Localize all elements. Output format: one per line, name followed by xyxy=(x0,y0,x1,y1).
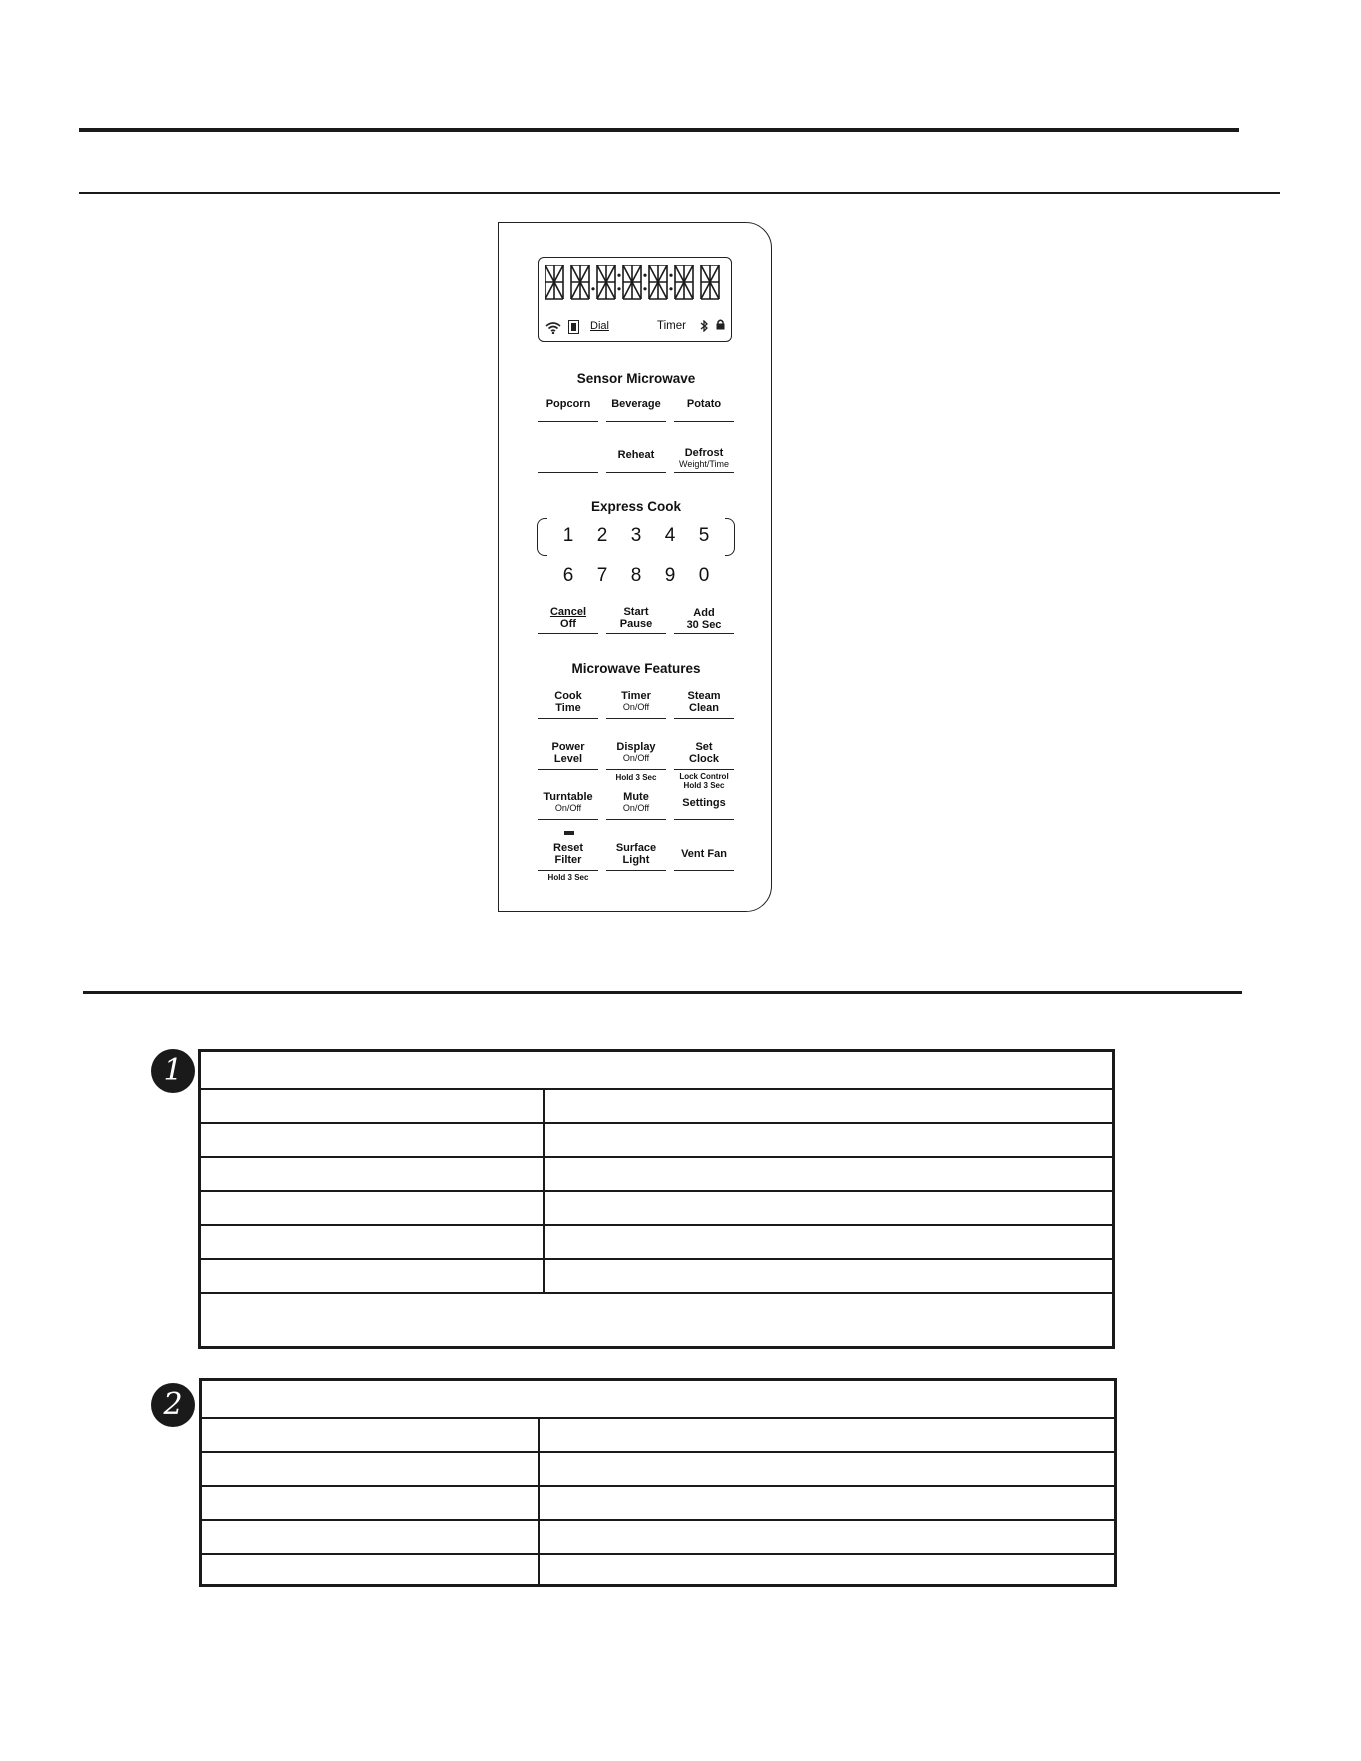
section-rule xyxy=(83,991,1242,994)
30-sec-label: 30 Sec xyxy=(686,619,722,631)
display-digit xyxy=(571,265,589,299)
display-on-off-button[interactable] xyxy=(606,741,666,770)
table-cell-divider xyxy=(538,1521,540,1553)
defrost-label: Defrost xyxy=(684,447,724,459)
table-row xyxy=(202,1519,1114,1553)
start-pause-button[interactable] xyxy=(606,606,666,634)
table-cell-divider xyxy=(543,1226,545,1258)
clock-label: Clock xyxy=(689,753,719,765)
cook-time-button[interactable] xyxy=(538,690,598,719)
dial-indicator: Dial xyxy=(590,320,609,332)
surface-label: Surface xyxy=(615,842,657,854)
reset-filter-button[interactable] xyxy=(538,842,598,871)
set-label: Set xyxy=(695,741,713,753)
table-row xyxy=(201,1122,1112,1156)
power-level-button[interactable] xyxy=(538,741,598,770)
display-label: Display xyxy=(616,741,656,753)
number-1-button[interactable]: 1 xyxy=(562,525,574,546)
display-digit xyxy=(545,265,563,299)
lcd-display xyxy=(538,257,732,342)
display-separator xyxy=(643,274,646,277)
table-cell-divider xyxy=(543,1260,545,1292)
number-7-button[interactable]: 7 xyxy=(596,565,608,586)
table-2-badge: 2 xyxy=(151,1383,195,1427)
table-cell-divider xyxy=(543,1124,545,1156)
table-row xyxy=(202,1451,1114,1485)
defrost-button[interactable] xyxy=(674,447,734,473)
settings-button[interactable]: Settings xyxy=(674,797,734,820)
table-1-footer-row xyxy=(201,1292,1112,1348)
reset-label: Reset xyxy=(553,842,583,854)
number-3-button[interactable]: 3 xyxy=(630,525,642,546)
number-4-button[interactable]: 4 xyxy=(664,525,676,546)
reheat-button[interactable]: Reheat xyxy=(606,449,666,473)
bluetooth-icon xyxy=(700,320,708,335)
timer-label: Timer xyxy=(621,690,651,702)
table-row xyxy=(201,1258,1112,1292)
display-separator xyxy=(643,287,646,290)
display-digit xyxy=(701,265,719,299)
number-5-button[interactable]: 5 xyxy=(698,525,710,546)
timer-indicator: Timer xyxy=(657,320,686,332)
add-label: Add xyxy=(693,607,715,619)
number-2-button[interactable]: 2 xyxy=(596,525,608,546)
lock-control-note xyxy=(669,772,739,790)
popcorn-button[interactable]: Popcorn xyxy=(538,398,598,422)
table-row xyxy=(202,1553,1114,1586)
display-digits xyxy=(545,265,727,305)
potato-button[interactable]: Potato xyxy=(674,398,734,422)
vent-fan-button[interactable]: Vent Fan xyxy=(674,848,734,871)
lock-icon xyxy=(716,319,725,334)
sensor-microwave-heading: Sensor Microwave xyxy=(576,371,696,386)
cancel-off-button[interactable] xyxy=(538,606,598,634)
turntable-sub-label: On/Off xyxy=(554,803,582,813)
wifi-icon xyxy=(545,322,561,336)
filter-label: Filter xyxy=(554,854,582,866)
surface-light-button[interactable] xyxy=(606,842,666,871)
number-8-button[interactable]: 8 xyxy=(630,565,642,586)
number-6-button[interactable]: 6 xyxy=(562,565,574,586)
table-2-title-row xyxy=(202,1381,1114,1417)
display-digit xyxy=(597,265,615,299)
top-rule xyxy=(79,128,1239,132)
light-label: Light xyxy=(622,854,650,866)
table-cell-divider xyxy=(538,1419,540,1451)
display-separator xyxy=(669,274,672,277)
mute-sub-label: On/Off xyxy=(622,803,650,813)
table-row xyxy=(202,1417,1114,1451)
off-label: Off xyxy=(560,618,576,630)
express-cook-bracket-left xyxy=(537,518,547,556)
control-panel xyxy=(498,222,772,912)
lock-control-label: Lock Control xyxy=(679,772,729,781)
number-0-button[interactable]: 0 xyxy=(698,565,710,586)
level-label: Level xyxy=(553,753,583,765)
table-cell-divider xyxy=(538,1487,540,1519)
blank-button[interactable] xyxy=(538,443,598,473)
table-row xyxy=(201,1190,1112,1224)
display-digit xyxy=(675,265,693,299)
table-cell-divider xyxy=(538,1453,540,1485)
table-cell-divider xyxy=(543,1090,545,1122)
clean-label: Clean xyxy=(689,702,719,714)
display-separator xyxy=(617,287,620,290)
steam-label: Steam xyxy=(687,690,721,702)
display-separator xyxy=(617,274,620,277)
table-1-title-row xyxy=(201,1052,1112,1088)
number-9-button[interactable]: 9 xyxy=(664,565,676,586)
header-rule xyxy=(79,192,1280,194)
set-clock-button[interactable] xyxy=(674,741,734,770)
mute-button[interactable] xyxy=(606,791,666,820)
display-separator xyxy=(669,287,672,290)
table-cell-divider xyxy=(538,1555,540,1586)
cancel-label: Cancel xyxy=(549,606,587,618)
table-row xyxy=(201,1088,1112,1122)
steam-clean-button[interactable] xyxy=(674,690,734,719)
express-cook-bracket-right xyxy=(725,518,735,556)
table-cell-divider xyxy=(543,1158,545,1190)
display-sub-label: On/Off xyxy=(622,753,650,763)
beverage-button[interactable]: Beverage xyxy=(606,398,666,422)
table-cell-divider xyxy=(543,1192,545,1224)
power-label: Power xyxy=(551,741,585,753)
lock-hold-label: Hold 3 Sec xyxy=(683,781,725,790)
table-1-badge: 1 xyxy=(151,1049,195,1093)
turntable-label: Turntable xyxy=(543,791,593,803)
pause-label: Pause xyxy=(619,618,653,630)
door-icon xyxy=(568,320,579,334)
microwave-features-heading: Microwave Features xyxy=(571,661,701,676)
display-separator xyxy=(591,287,594,290)
table-row xyxy=(201,1156,1112,1190)
display-hold-note: Hold 3 Sec xyxy=(615,773,657,782)
cook-label: Cook xyxy=(554,690,582,702)
time-label: Time xyxy=(555,702,581,714)
timer-button[interactable] xyxy=(606,690,666,719)
mute-label: Mute xyxy=(623,791,649,803)
table-row xyxy=(201,1224,1112,1258)
display-digit xyxy=(623,265,641,299)
start-label: Start xyxy=(623,606,649,618)
table-row xyxy=(202,1485,1114,1519)
reset-hold-note: Hold 3 Sec xyxy=(547,873,589,882)
display-digit xyxy=(649,265,667,299)
timer-sub-label: On/Off xyxy=(622,702,650,712)
table-2 xyxy=(199,1378,1117,1587)
filter-indicator xyxy=(564,831,574,835)
table-1 xyxy=(198,1049,1115,1349)
turntable-button[interactable] xyxy=(538,791,598,820)
express-cook-heading: Express Cook xyxy=(590,499,682,514)
defrost-sub-label: Weight/Time xyxy=(678,459,729,469)
add-30-sec-button[interactable] xyxy=(674,607,734,634)
